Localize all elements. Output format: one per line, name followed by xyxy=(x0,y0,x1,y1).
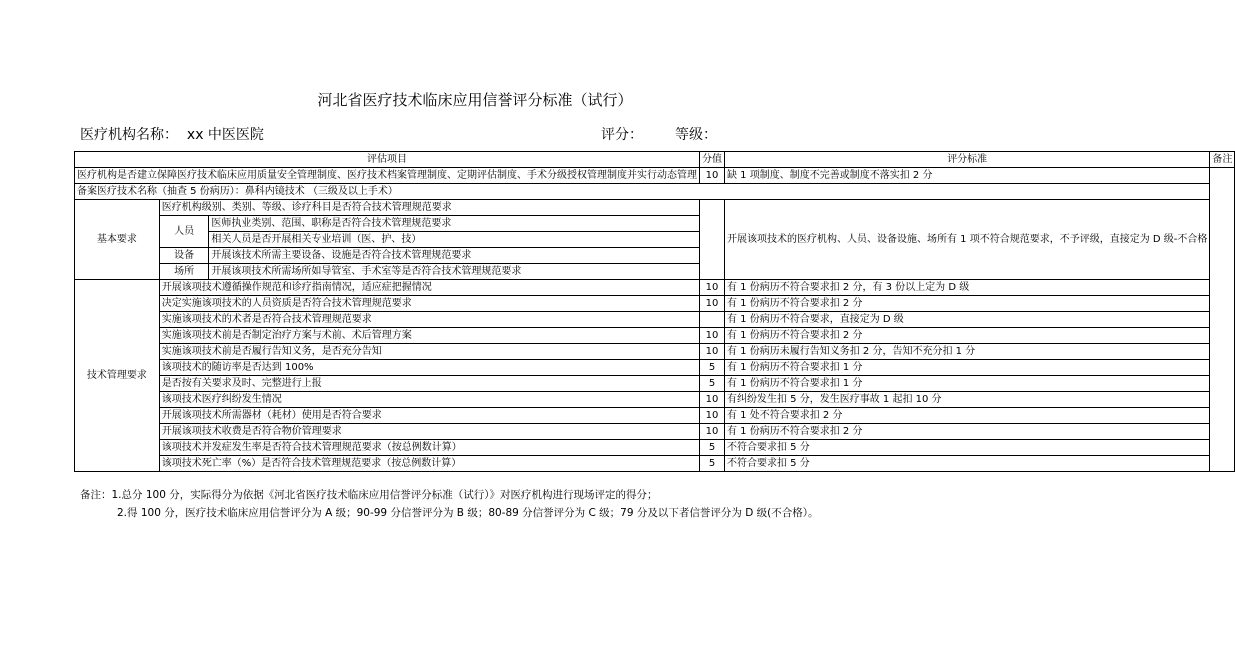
row-item: 决定实施该项技术的人员资质是否符合技术管理规范要求 xyxy=(159,296,699,312)
table-row xyxy=(75,280,1235,296)
scoring-table xyxy=(74,151,1235,472)
hospital-name-field xyxy=(80,124,264,144)
grade-label: 等级： xyxy=(675,127,717,143)
score-label: 评分： xyxy=(601,127,643,143)
site-label: 场所 xyxy=(159,264,209,280)
row-standard: 有 1 份病历不符合要求扣 1 分 xyxy=(725,376,1210,392)
row-item: 实施该项技术前是否制定治疗方案与术前、术后管理方案 xyxy=(159,328,699,344)
row-item: 该项技术医疗纠纷发生情况 xyxy=(159,392,699,408)
table-row xyxy=(75,296,1235,312)
table-row xyxy=(75,392,1235,408)
table-row xyxy=(75,440,1235,456)
column-header: 备注 xyxy=(1210,152,1235,168)
footnote-1: 备注：1.总分 100 分，实际得分为依据《河北省医疗技术临床应用信誉评分标准（试行）》对医疗机构进行现场评定的得分； xyxy=(80,489,658,501)
hospital-name: xx 中医医院 xyxy=(186,127,264,143)
row-item: 实施该项技术的术者是否符合技术管理规范要求 xyxy=(159,312,699,328)
row-standard: 有 1 份病历不符合要求扣 2 分，有 3 份以上定为 D 级 xyxy=(725,280,1210,296)
table-header-row xyxy=(75,152,1235,168)
row-item: 该项技术死亡率（%）是否符合技术管理规范要求（按总例数计算） xyxy=(159,456,699,472)
row-item: 开展该技术所需主要设备、设施是否符合技术管理规范要求 xyxy=(209,248,700,264)
tech-requirements-label: 技术管理要求 xyxy=(75,280,160,472)
table-row xyxy=(75,360,1235,376)
row-item: 是否按有关要求及时、完整进行上报 xyxy=(159,376,699,392)
row-item: 医疗机构级别、类别、等级、诊疗科目是否符合技术管理规范要求 xyxy=(159,200,699,216)
row-score: 5 xyxy=(700,376,725,392)
row-item: 实施该项技术前是否履行告知义务，是否充分告知 xyxy=(159,344,699,360)
row-standard: 有 1 份病历不符合要求扣 1 分 xyxy=(725,360,1210,376)
row-standard: 缺 1 项制度、制度不完善或制度不落实扣 2 分 xyxy=(725,168,1210,184)
row-score: 5 xyxy=(700,360,725,376)
row-score: 10 xyxy=(700,392,725,408)
row-standard: 开展该项技术的医疗机构、人员、设备设施、场所有 1 项不符合规范要求，不予评级，直接定为 D 级-不合格 xyxy=(725,200,1210,280)
row-score: 10 xyxy=(700,296,725,312)
table-row xyxy=(75,184,1235,200)
equipment-label: 设备 xyxy=(159,248,209,264)
row-item: 医师执业类别、范围、职称是否符合技术管理规范要求 xyxy=(209,216,700,232)
row-score: 5 xyxy=(700,456,725,472)
footnote-2: 2.得 100 分，医疗技术临床应用信誉评分为 A 级；90-99 分信誉评分为 B 级；80-89 分信誉评分为 C 级；79 分及以下者信誉评分为 D 级(不合格）。 xyxy=(117,507,819,519)
personnel-label: 人员 xyxy=(159,216,209,248)
row-item: 该项技术的随访率是否达到 100% xyxy=(159,360,699,376)
column-header: 评估项目 xyxy=(75,152,700,168)
row-item: 开展该项技术遵循操作规范和诊疗指南情况，适应症把握情况 xyxy=(159,280,699,296)
row-score: 10 xyxy=(700,424,725,440)
row-standard: 有 1 份病历不符合要求扣 2 分 xyxy=(725,296,1210,312)
table-row xyxy=(75,456,1235,472)
table-row xyxy=(75,312,1235,328)
row-standard: 有 1 份病历不符合要求，直接定为 D 级 xyxy=(725,312,1210,328)
row-standard: 有 1 份病历未履行告知义务扣 2 分，告知不充分扣 1 分 xyxy=(725,344,1210,360)
row-item: 开展该项技术所需场所如导管室、手术室等是否符合技术管理规范要求 xyxy=(209,264,700,280)
row-item: 相关人员是否开展相关专业培训（医、护、技） xyxy=(209,232,700,248)
table-row xyxy=(75,424,1235,440)
row-score xyxy=(700,200,725,280)
row-item: 该项技术并发症发生率是否符合技术管理规范要求（按总例数计算） xyxy=(159,440,699,456)
row-score: 10 xyxy=(700,408,725,424)
row-standard: 不符合要求扣 5 分 xyxy=(725,456,1210,472)
row-standard: 有 1 份病历不符合要求扣 2 分 xyxy=(725,328,1210,344)
row-standard: 有纠纷发生扣 5 分，发生医疗事故 1 起扣 10 分 xyxy=(725,392,1210,408)
column-header: 评分标准 xyxy=(725,152,1210,168)
row-standard: 有 1 处不符合要求扣 2 分 xyxy=(725,408,1210,424)
record-line: 备案医疗技术名称（抽查 5 份病历）：鼻科内镜技术 （三级及以上手术） xyxy=(75,184,1210,200)
row-score: 10 xyxy=(700,280,725,296)
row-item: 开展该项技术所需器材（耗材）使用是否符合要求 xyxy=(159,408,699,424)
row-score: 10 xyxy=(700,168,725,184)
table-row xyxy=(75,376,1235,392)
row-item: 开展该项技术收费是否符合物价管理要求 xyxy=(159,424,699,440)
row-item: 医疗机构是否建立保障医疗技术临床应用质量安全管理制度、医疗技术档案管理制度、定期评估制度、手术分级授权管理制度并实行动态管理 xyxy=(75,168,700,184)
document-title: 河北省医疗技术临床应用信誉评分标准（试行） xyxy=(317,91,633,109)
row-score: 10 xyxy=(700,328,725,344)
table-row xyxy=(75,168,1235,184)
remarks-cell xyxy=(1210,168,1235,472)
table-row xyxy=(75,328,1235,344)
row-score xyxy=(700,312,725,328)
table-row xyxy=(75,344,1235,360)
row-standard: 不符合要求扣 5 分 xyxy=(725,440,1210,456)
basic-requirements-label: 基本要求 xyxy=(75,200,160,280)
column-header: 分值 xyxy=(700,152,725,168)
hospital-label: 医疗机构名称： xyxy=(80,127,178,143)
row-score: 10 xyxy=(700,344,725,360)
table-row xyxy=(75,408,1235,424)
row-score: 5 xyxy=(700,440,725,456)
table-row xyxy=(75,200,1235,216)
row-standard: 有 1 份病历不符合要求扣 2 分 xyxy=(725,424,1210,440)
